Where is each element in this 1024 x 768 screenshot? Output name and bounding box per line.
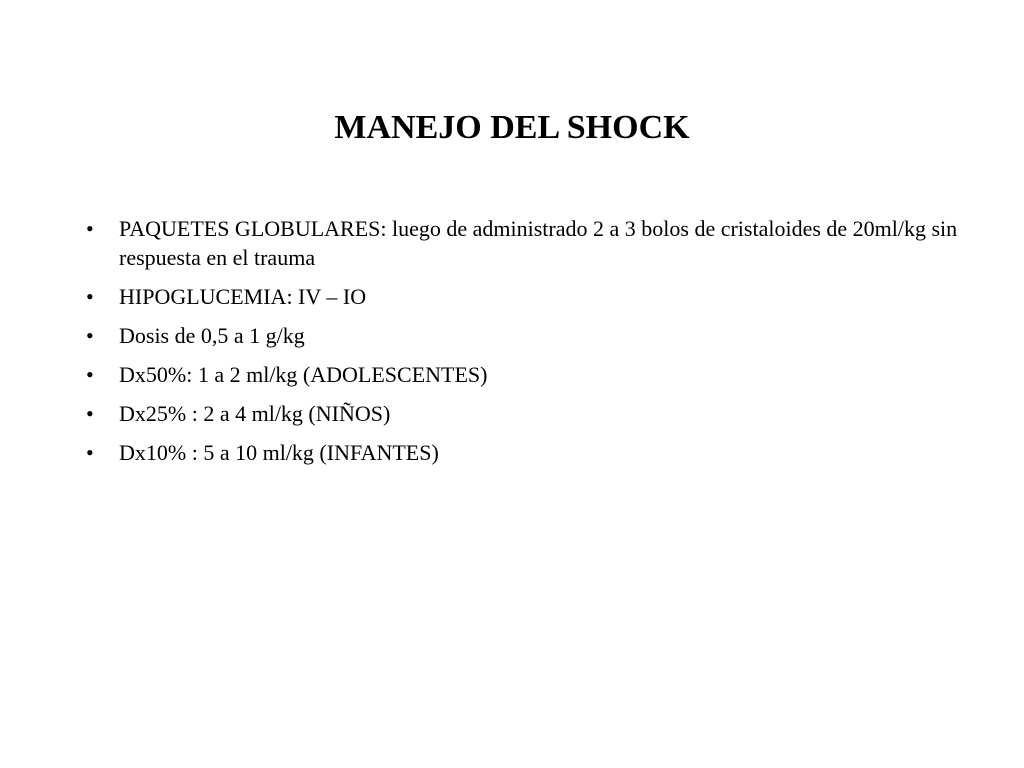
bullet-icon: •	[86, 216, 94, 241]
list-item	[86, 360, 966, 389]
bullet-icon: •	[86, 362, 94, 387]
bullet-list	[86, 214, 966, 477]
bullet-text: Dosis de 0,5 a 1 g/kg	[119, 323, 305, 348]
list-item	[86, 214, 966, 272]
bullet-text: PAQUETES GLOBULARES: luego de administrado 2 a 3 bolos de cristaloides de 20ml/kg sin respuesta en el trauma	[119, 216, 958, 270]
bullet-icon: •	[86, 401, 94, 426]
bullet-icon: •	[86, 284, 94, 309]
bullet-icon: •	[86, 440, 94, 465]
list-item	[86, 399, 966, 428]
list-item	[86, 438, 966, 467]
bullet-text: Dx50%: 1 a 2 ml/kg (ADOLESCENTES)	[119, 362, 488, 387]
bullet-text: Dx10% : 5 a 10 ml/kg (INFANTES)	[119, 440, 439, 465]
list-item	[86, 282, 966, 311]
bullet-icon: •	[86, 323, 94, 348]
bullet-text: HIPOGLUCEMIA: IV – IO	[119, 284, 367, 309]
slide-title: MANEJO DEL SHOCK	[334, 109, 690, 146]
list-item	[86, 321, 966, 350]
bullet-text: Dx25% : 2 a 4 ml/kg (NIÑOS)	[119, 401, 391, 426]
